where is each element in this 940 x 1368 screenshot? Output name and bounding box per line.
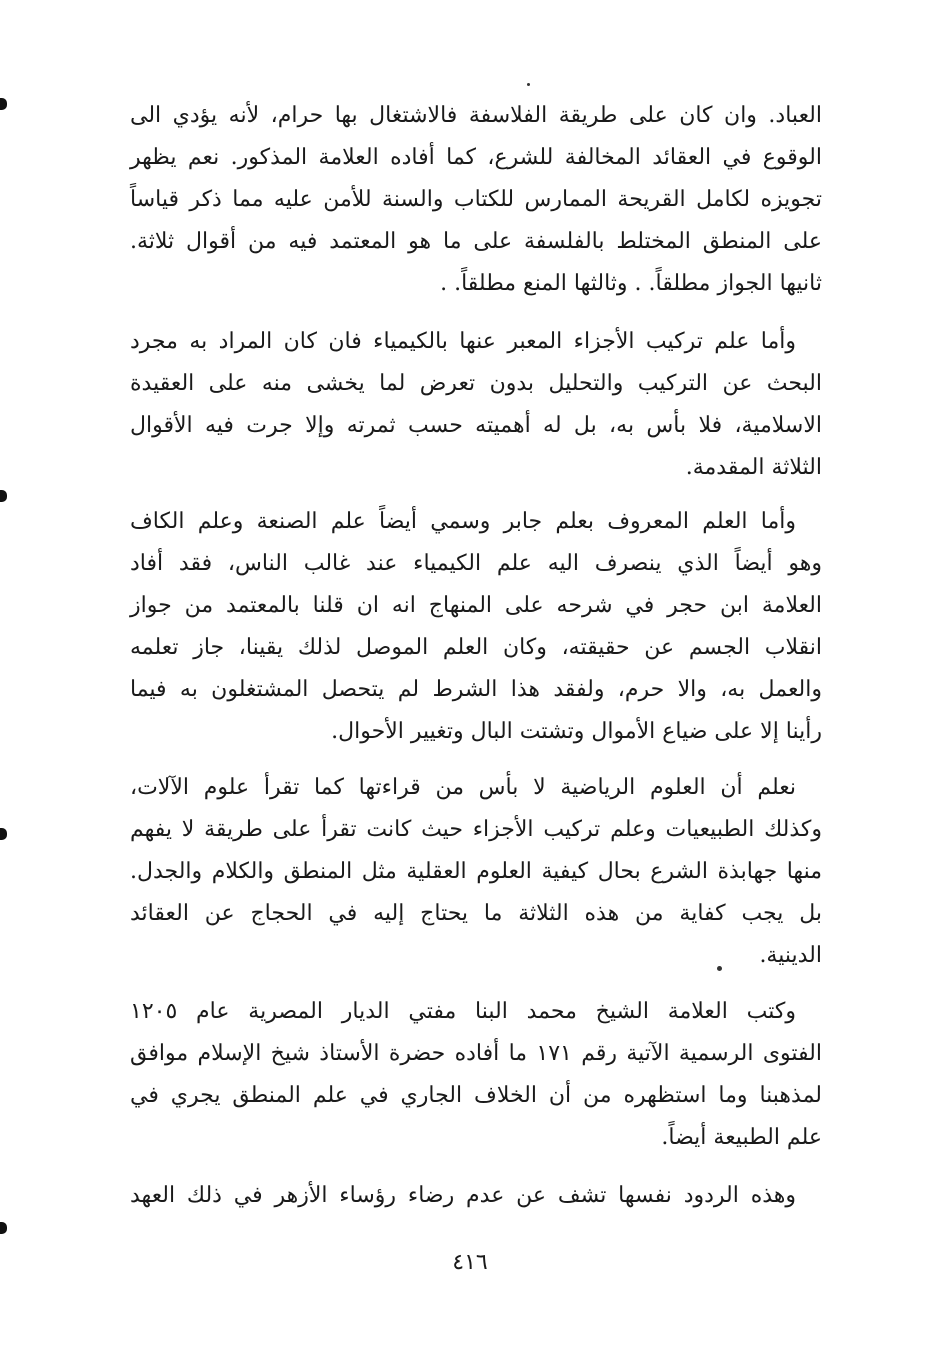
scan-speck — [527, 83, 530, 86]
binding-mark — [0, 828, 7, 840]
binding-mark — [0, 1222, 7, 1234]
text-line: الاسلامية، فلا بأس به، بل له أهميته حسب ثمرته وإلا جرت فيه الأقوال — [130, 413, 822, 438]
text-line: لمذهبنا وما استظهره من أن الخلاف الجاري في علم المنطق يجري في — [130, 1083, 822, 1108]
text-line: رأينا إلا على ضياع الأموال وتشتت البال وتغيير الأحوال. — [331, 719, 822, 744]
text-line: العباد. وان كان على طريقة الفلاسفة فالاشتغال بها حرام، لأنه يؤدي الى — [130, 103, 822, 128]
text-line: الدينية. — [759, 943, 822, 968]
text-line: انقلاب الجسم عن حقيقته، وكان العلم الموصل لذلك يقينا، جاز تعلمه — [130, 635, 822, 660]
text-line: وأما علم تركيب الأجزاء المعبر عنها بالكيمياء فان كان المراد به مجرد — [130, 329, 796, 354]
text-line: وهذه الردود نفسها تشف عن عدم رضاء رؤساء الأزهر في ذلك العهد — [130, 1183, 796, 1208]
text-line: ثانيها الجواز مطلقاً. . وثالثها المنع مطلقاً. . — [440, 271, 822, 296]
binding-mark — [0, 98, 7, 110]
text-line: بل يجب كفاية من هذه الثلاثة ما يحتاج إليه في الحجاج عن العقائد — [130, 901, 822, 926]
text-line: وكذلك الطبيعيات وعلم تركيب الأجزاء حيث كانت تقرأ على طريقة لا يفهم — [130, 817, 822, 842]
text-line: والعمل به، والا حرم، ولفقد هذا الشرط لم يتحصل المشتغلون به فيما — [130, 677, 822, 702]
text-line: الفتوى الرسمية الآتية رقم ١٧١ ما أفاده حضرة الأستاذ شيخ الإسلام موافق — [130, 1041, 822, 1066]
page-number: ٤١٦ — [452, 1250, 488, 1275]
text-line: الثلاثة المقدمة. — [685, 455, 822, 480]
text-line: على المنطق المختلط بالفلسفة على ما هو المعتمد فيه من أقوال ثلاثة. — [130, 229, 822, 254]
text-line: منها جهابذة الشرع بحال كيفية العلوم العقلية مثل المنطق والكلام والجدل. — [130, 859, 822, 884]
text-line: الوقوع في العقائد المخالفة للشرع، كما أفاده العلامة المذكور. نعم يظهر — [130, 145, 822, 170]
text-line: وهو أيضاً الذي ينصرف اليه علم الكيمياء عند غالب الناس، فقد أفاد — [130, 551, 822, 576]
binding-mark — [0, 490, 7, 502]
text-line: البحث عن التركيب والتحليل بدون تعرض لما يخشى منه على العقيدة — [130, 371, 822, 396]
text-line: تجويزه لكامل القريحة الممارس للكتاب والسنة للأمن عليه مما ذكر قياساً — [130, 187, 822, 212]
text-line: وكتب العلامة الشيخ محمد البنا مفتي الديار المصرية عام ١٢٠٥ — [130, 999, 796, 1024]
text-line: علم الطبيعة أيضاً. — [661, 1125, 822, 1150]
text-line: وأما العلم المعروف بعلم جابر وسمي أيضاً علم الصنعة وعلم الكاف — [130, 509, 796, 534]
text-line: العلامة ابن حجر في شرحه على المنهاج انه ان قلنا بالمعتمد من جواز — [130, 593, 822, 618]
text-line: نعلم أن العلوم الرياضية لا بأس من قراءتها كما تقرأ علوم الآلات، — [130, 775, 796, 800]
